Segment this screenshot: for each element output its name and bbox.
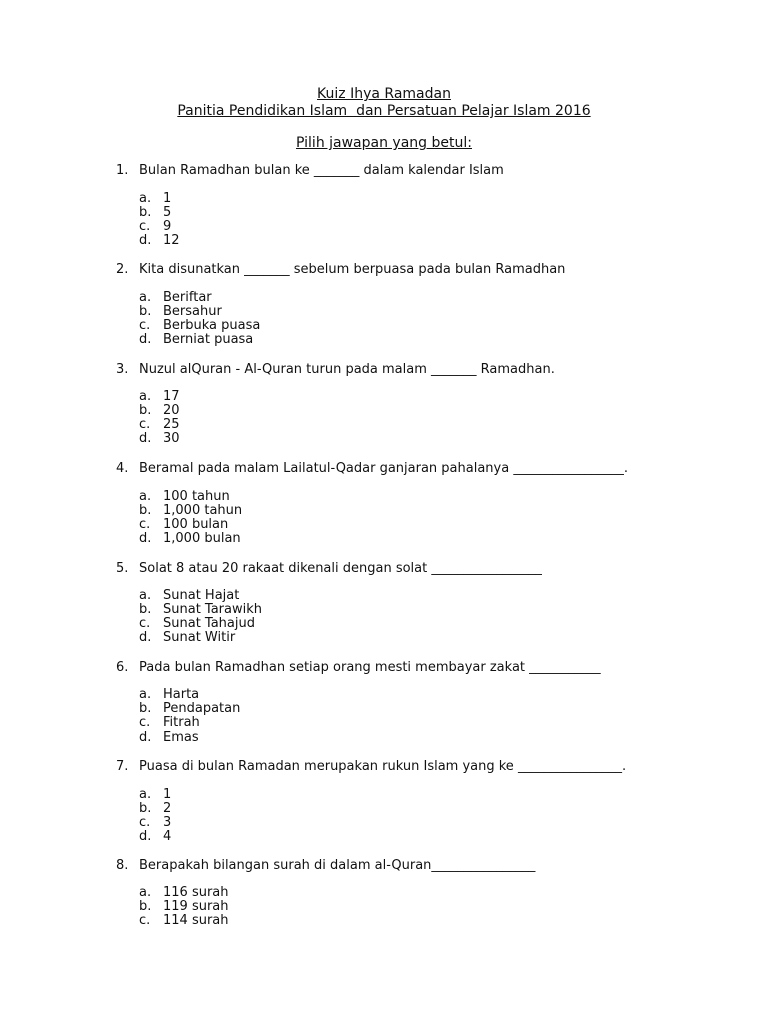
question-number: 5.	[116, 561, 129, 576]
option-letter: c.	[139, 715, 151, 730]
question-text: Nuzul alQuran - Al-Quran turun pada malam _______ Ramadhan.	[139, 362, 555, 377]
option-text: 12	[163, 233, 180, 248]
option-c	[139, 319, 260, 333]
option-c	[139, 220, 171, 234]
option-text: 119 surah	[163, 899, 229, 914]
option-text: Harta	[163, 687, 200, 702]
option-text: 1	[163, 787, 172, 802]
option-b	[139, 603, 262, 617]
option-a	[139, 390, 180, 404]
option-letter: b.	[139, 403, 152, 418]
option-text: 114 surah	[163, 913, 229, 928]
option-text: 116 surah	[163, 885, 229, 900]
option-letter: a.	[139, 290, 152, 305]
option-c	[139, 816, 171, 830]
question-stem	[116, 163, 504, 179]
option-a	[139, 788, 171, 802]
option-letter: d.	[139, 730, 152, 745]
option-letter: c.	[139, 219, 151, 234]
option-d	[139, 731, 199, 745]
question-stem	[116, 262, 565, 278]
option-letter: a.	[139, 588, 152, 603]
option-d	[139, 830, 171, 844]
option-a	[139, 589, 239, 603]
option-letter: a.	[139, 787, 152, 802]
option-b	[139, 702, 240, 716]
question-text: Puasa di bulan Ramadan merupakan rukun Islam yang ke ________________.	[139, 759, 627, 774]
option-text: 1	[163, 191, 172, 206]
option-text: 100 tahun	[163, 489, 230, 504]
option-letter: a.	[139, 389, 152, 404]
option-letter: b.	[139, 503, 152, 518]
question-stem	[116, 759, 626, 775]
question-text: Bulan Ramadhan bulan ke _______ dalam kalendar Islam	[139, 163, 504, 178]
question-number: 4.	[116, 461, 129, 476]
question-text: Beramal pada malam Lailatul-Qadar ganjaran pahalanya _________________.	[139, 461, 628, 476]
option-d	[139, 234, 180, 248]
option-b	[139, 206, 171, 220]
option-letter: d.	[139, 233, 152, 248]
option-letter: d.	[139, 829, 152, 844]
option-a	[139, 688, 199, 702]
option-letter: c.	[139, 616, 151, 631]
option-letter: d.	[139, 531, 152, 546]
option-c	[139, 716, 200, 730]
question-text: Berapakah bilangan surah di dalam al-Quran________________	[139, 858, 536, 873]
option-b	[139, 802, 171, 816]
option-letter: c.	[139, 913, 151, 928]
option-text: Berniat puasa	[163, 332, 254, 347]
option-letter: b.	[139, 899, 152, 914]
quiz-title: Kuiz Ihya Ramadan	[317, 86, 451, 102]
option-letter: a.	[139, 489, 152, 504]
option-c	[139, 914, 229, 928]
option-text: Sunat Tahajud	[163, 616, 255, 631]
question-number: 1.	[116, 163, 129, 178]
option-letter: a.	[139, 191, 152, 206]
option-letter: b.	[139, 205, 152, 220]
question-number: 2.	[116, 262, 129, 277]
question-number: 8.	[116, 858, 129, 873]
option-text: Sunat Hajat	[163, 588, 240, 603]
option-d	[139, 333, 253, 347]
option-text: 3	[163, 815, 172, 830]
option-letter: a.	[139, 885, 152, 900]
option-text: Berbuka puasa	[163, 318, 261, 333]
option-a	[139, 192, 171, 206]
option-d	[139, 532, 241, 546]
question-text: Kita disunatkan _______ sebelum berpuasa pada bulan Ramadhan	[139, 262, 566, 277]
option-text: Emas	[163, 730, 199, 745]
option-text: 17	[163, 389, 180, 404]
option-letter: c.	[139, 318, 151, 333]
question-number: 6.	[116, 660, 129, 675]
question-stem	[116, 362, 555, 378]
option-a	[139, 886, 229, 900]
option-c	[139, 518, 228, 532]
option-letter: d.	[139, 431, 152, 446]
question-text: Pada bulan Ramadhan setiap orang mesti membayar zakat ___________	[139, 660, 601, 675]
option-letter: c.	[139, 815, 151, 830]
quiz-subtitle: Panitia Pendidikan Islam dan Persatuan Pelajar Islam 2016	[177, 103, 591, 119]
option-c	[139, 617, 255, 631]
option-c	[139, 418, 180, 432]
option-letter: d.	[139, 332, 152, 347]
option-letter: b.	[139, 801, 152, 816]
option-a	[139, 291, 212, 305]
option-text: 5	[163, 205, 172, 220]
option-text: Bersahur	[163, 304, 222, 319]
option-text: 20	[163, 403, 180, 418]
option-text: Sunat Witir	[163, 630, 236, 645]
option-b	[139, 305, 222, 319]
option-text: Sunat Tarawikh	[163, 602, 263, 617]
option-b	[139, 504, 242, 518]
option-text: 9	[163, 219, 172, 234]
option-text: 2	[163, 801, 172, 816]
option-text: 4	[163, 829, 172, 844]
option-letter: c.	[139, 517, 151, 532]
option-text: 1,000 bulan	[163, 531, 241, 546]
question-stem	[116, 858, 535, 874]
option-text: 30	[163, 431, 180, 446]
option-text: 100 bulan	[163, 517, 229, 532]
question-stem	[116, 461, 628, 477]
question-stem	[116, 561, 542, 577]
option-letter: b.	[139, 701, 152, 716]
option-text: Pendapatan	[163, 701, 241, 716]
option-letter: b.	[139, 602, 152, 617]
option-letter: b.	[139, 304, 152, 319]
option-text: Fitrah	[163, 715, 200, 730]
option-d	[139, 631, 235, 645]
option-a	[139, 490, 230, 504]
option-d	[139, 432, 180, 446]
question-stem	[116, 660, 601, 676]
option-b	[139, 404, 180, 418]
option-text: 25	[163, 417, 180, 432]
option-b	[139, 900, 229, 914]
option-letter: d.	[139, 630, 152, 645]
question-number: 3.	[116, 362, 129, 377]
question-text: Solat 8 atau 20 rakaat dikenali dengan solat _________________	[139, 561, 542, 576]
option-letter: a.	[139, 687, 152, 702]
question-number: 7.	[116, 759, 129, 774]
option-text: Beriftar	[163, 290, 212, 305]
option-text: 1,000 tahun	[163, 503, 243, 518]
option-letter: c.	[139, 417, 151, 432]
quiz-instruction: Pilih jawapan yang betul:	[296, 135, 472, 151]
